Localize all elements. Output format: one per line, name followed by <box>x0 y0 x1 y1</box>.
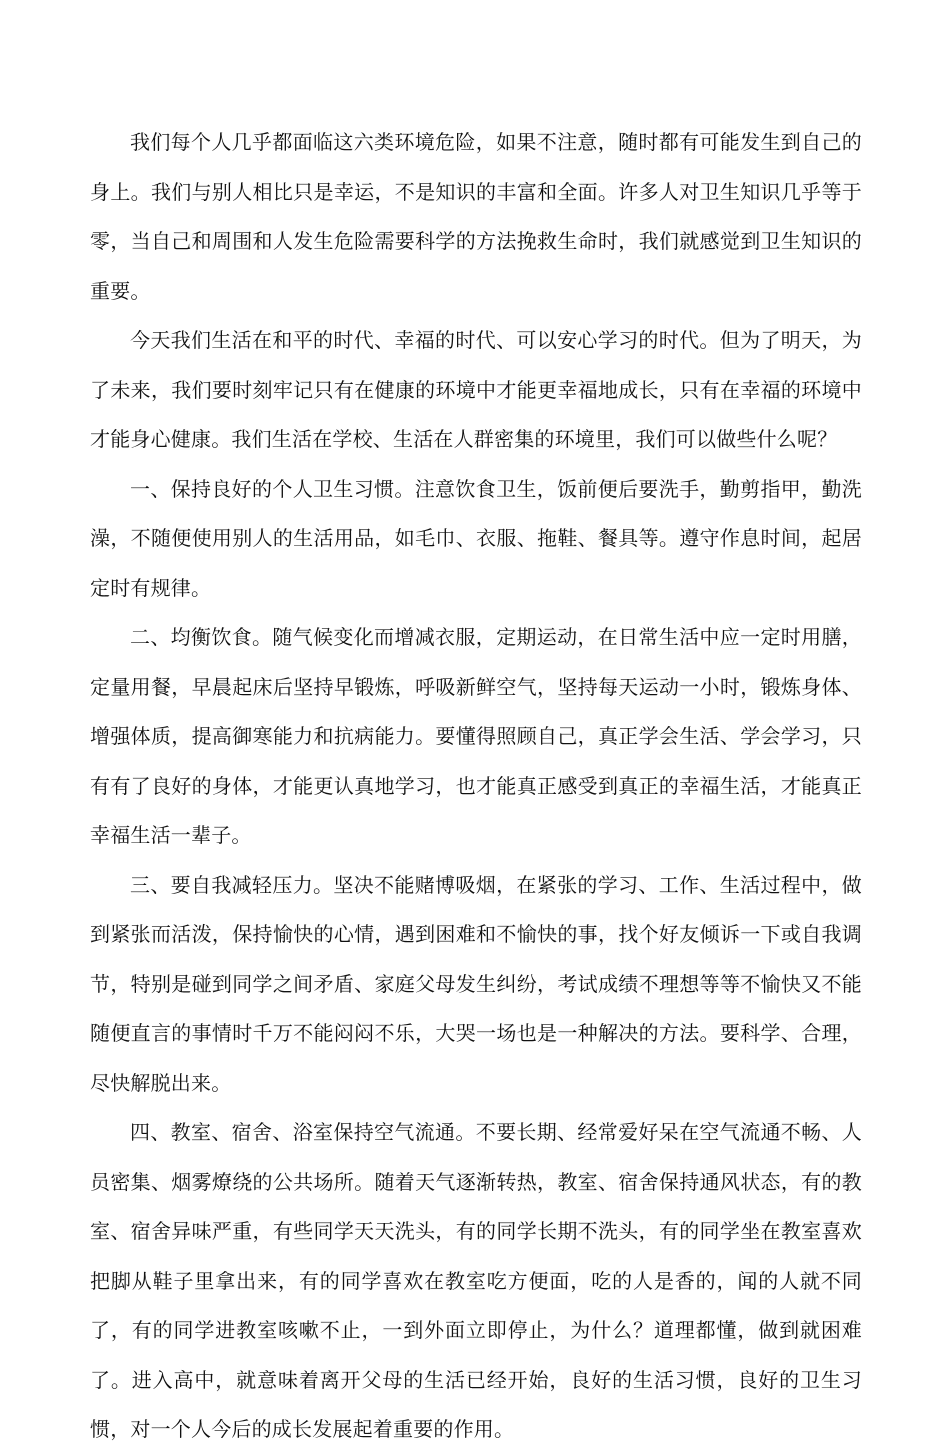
paragraph-point-4: 四、教室、宿舍、浴室保持空气流通。不要长期、经常爱好呆在空气流通不畅、人员密集、烟雾燎绕的公共场所。随着天气逐渐转热，教室、宿舍保持通风状态，有的教室、宿舍异味严重，有些同学天天洗头，有的同学长期不洗头，有的同学坐在教室喜欢把脚从鞋子里拿出来，有的同学喜欢在教室吃方便面，吃的人是香的，闻的人就不同了，有的同学进教室咳嗽不止，一到外面立即停止，为什么？道理都懂，做到就困难了。进入高中，就意味着离开父母的生活已经开始，良好的生活习惯，良好的卫生习惯，对一个人今后的成长发展起着重要的作用。 <box>90 1120 862 1441</box>
paragraph-point-2: 二、均衡饮食。随气候变化而增减衣服，定期运动，在日常生活中应一定时用膳，定量用餐，早晨起床后坚持早锻炼，呼吸新鲜空气，坚持每天运动一小时，锻炼身体、增强体质，提高御寒能力和抗病能力。要懂得照顾自己，真正学会生活、学会学习，只有有了良好的身体，才能更认真地学习，也才能真正感受到真正的幸福生活，才能真正幸福生活一辈子。 <box>90 625 862 847</box>
paragraph-intro: 我们每个人几乎都面临这六类环境危险，如果不注意，随时都有可能发生到自己的身上。我们与别人相比只是幸运，不是知识的丰富和全面。许多人对卫生知识几乎等于零，当自己和周围和人发生危险需要科学的方法挽救生命时，我们就感觉到卫生知识的重要。 <box>90 130 862 303</box>
paragraph-point-3: 三、要自我减轻压力。坚决不能赌博吸烟，在紧张的学习、工作、生活过程中，做到紧张而活泼，保持愉快的心情，遇到困难和不愉快的事，找个好友倾诉一下或自我调节，特别是碰到同学之间矛盾、家庭父母发生纠纷，考试成绩不理想等等不愉快又不能随便直言的事情时千万不能闷闷不乐，大哭一场也是一种解决的方法。要科学、合理，尽快解脱出来。 <box>90 872 862 1095</box>
paragraph-point-1: 一、保持良好的个人卫生习惯。注意饮食卫生，饭前便后要洗手，勤剪指甲，勤洗澡，不随便使用别人的生活用品，如毛巾、衣服、拖鞋、餐具等。遵守作息时间，起居定时有规律。 <box>90 476 862 600</box>
paragraph-today: 今天我们生活在和平的时代、幸福的时代、可以安心学习的时代。但为了明天，为了未来，我们要时刻牢记只有在健康的环境中才能更幸福地成长，只有在幸福的环境中才能身心健康。我们生活在学校、生活在人群密集的环境里，我们可以做些什么呢？ <box>90 328 862 451</box>
